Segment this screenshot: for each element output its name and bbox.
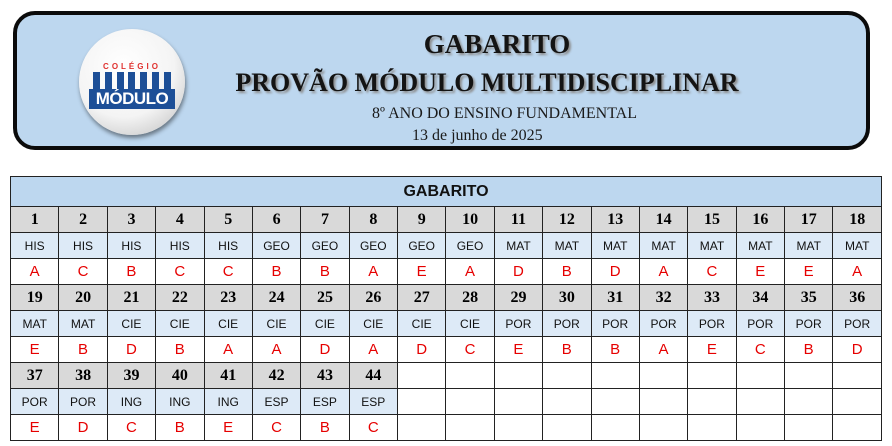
answer-letter: D (833, 337, 882, 363)
subject-code: MAT (591, 233, 639, 259)
answer-letter: A (11, 259, 59, 285)
question-number: 37 (11, 363, 59, 389)
answer-letter: D (591, 259, 639, 285)
answer-letter: E (785, 259, 833, 285)
question-number: 1 (11, 207, 59, 233)
question-number: 11 (494, 207, 542, 233)
question-number: 44 (349, 363, 397, 389)
subject-code: CIE (107, 311, 155, 337)
answer-letter: B (301, 259, 349, 285)
question-number: 15 (688, 207, 736, 233)
question-number: 36 (833, 285, 882, 311)
empty-cell (688, 389, 736, 415)
empty-cell (833, 389, 882, 415)
empty-cell (543, 415, 591, 441)
question-number: 20 (59, 285, 107, 311)
answer-letter: C (107, 415, 155, 441)
question-number: 16 (736, 207, 784, 233)
answer-letter: C (252, 415, 300, 441)
empty-cell (446, 415, 494, 441)
subject-code: MAT (688, 233, 736, 259)
question-number: 8 (349, 207, 397, 233)
subject-code: ING (156, 389, 204, 415)
empty-cell (398, 363, 446, 389)
empty-cell (591, 415, 639, 441)
subject-code: MAT (639, 233, 687, 259)
question-number: 13 (591, 207, 639, 233)
subject-code: CIE (446, 311, 494, 337)
empty-cell (688, 363, 736, 389)
empty-cell (398, 389, 446, 415)
empty-cell (736, 415, 784, 441)
question-number: 26 (349, 285, 397, 311)
subject-code: GEO (301, 233, 349, 259)
subject-code: MAT (494, 233, 542, 259)
question-number: 14 (639, 207, 687, 233)
subject-code: CIE (398, 311, 446, 337)
subject-code: HIS (156, 233, 204, 259)
question-number: 35 (785, 285, 833, 311)
empty-cell (494, 415, 542, 441)
question-number: 17 (785, 207, 833, 233)
answer-letter: C (736, 337, 784, 363)
answer-letter: E (688, 337, 736, 363)
answer-letter: B (59, 337, 107, 363)
subject-code: CIE (204, 311, 252, 337)
answer-letter: D (398, 337, 446, 363)
empty-cell (543, 363, 591, 389)
answer-letter: C (204, 259, 252, 285)
question-number: 4 (156, 207, 204, 233)
answer-letter: E (11, 337, 59, 363)
question-number: 30 (543, 285, 591, 311)
question-number: 10 (446, 207, 494, 233)
exam-date: 13 de junho de 2025 (412, 127, 543, 144)
table-row (11, 311, 882, 337)
question-number: 27 (398, 285, 446, 311)
subject-code: POR (639, 311, 687, 337)
answer-letter: E (736, 259, 784, 285)
subject-code: ING (204, 389, 252, 415)
grade-level: 8º ANO DO ENSINO FUNDAMENTAL (372, 105, 638, 122)
subject-code: GEO (349, 233, 397, 259)
question-number: 3 (107, 207, 155, 233)
table-row (11, 363, 882, 389)
subject-code: MAT (59, 311, 107, 337)
answer-letter: B (785, 337, 833, 363)
answer-letter: B (543, 337, 591, 363)
subject-code: MAT (736, 233, 784, 259)
subject-code: POR (11, 389, 59, 415)
question-number: 12 (543, 207, 591, 233)
empty-cell (543, 389, 591, 415)
question-number: 21 (107, 285, 155, 311)
question-number: 23 (204, 285, 252, 311)
logo-top-text: COLÉGIO (103, 62, 161, 71)
subject-code: GEO (398, 233, 446, 259)
question-number: 9 (398, 207, 446, 233)
answer-letter: B (591, 337, 639, 363)
answer-letter: A (349, 337, 397, 363)
subject-code: CIE (349, 311, 397, 337)
subject-code: POR (591, 311, 639, 337)
subject-code: POR (494, 311, 542, 337)
answer-letter: C (349, 415, 397, 441)
empty-cell (736, 363, 784, 389)
subject-code: CIE (301, 311, 349, 337)
table-row (11, 259, 882, 285)
subject-code: ESP (252, 389, 300, 415)
empty-cell (639, 389, 687, 415)
answer-letter: B (156, 415, 204, 441)
question-number: 40 (156, 363, 204, 389)
table-row (11, 415, 882, 441)
empty-cell (398, 415, 446, 441)
subject-code: MAT (785, 233, 833, 259)
subject-code: POR (688, 311, 736, 337)
question-number: 24 (252, 285, 300, 311)
empty-cell (494, 389, 542, 415)
empty-cell (446, 389, 494, 415)
answer-letter: C (446, 337, 494, 363)
empty-cell (639, 363, 687, 389)
subject-code: MAT (11, 311, 59, 337)
empty-cell (785, 389, 833, 415)
empty-cell (591, 363, 639, 389)
logo-name-text: MÓDULO (89, 89, 175, 109)
subject-code: POR (736, 311, 784, 337)
subject-code: ING (107, 389, 155, 415)
logo-bars-icon (93, 72, 171, 89)
question-number: 43 (301, 363, 349, 389)
empty-cell (833, 363, 882, 389)
answer-letter: D (59, 415, 107, 441)
answer-letter: C (59, 259, 107, 285)
question-number: 32 (639, 285, 687, 311)
page-title: GABARITO (423, 29, 571, 59)
answer-letter: A (833, 259, 882, 285)
answer-letter: C (156, 259, 204, 285)
answer-letter: E (11, 415, 59, 441)
answer-letter: D (107, 337, 155, 363)
subject-code: GEO (446, 233, 494, 259)
question-number: 31 (591, 285, 639, 311)
question-number: 18 (833, 207, 882, 233)
answer-letter: B (301, 415, 349, 441)
answer-letter: E (398, 259, 446, 285)
question-number: 29 (494, 285, 542, 311)
subject-code: POR (543, 311, 591, 337)
question-number: 33 (688, 285, 736, 311)
subject-code: CIE (252, 311, 300, 337)
answer-letter: A (349, 259, 397, 285)
subject-code: ESP (349, 389, 397, 415)
table-row (11, 285, 882, 311)
question-number: 22 (156, 285, 204, 311)
empty-cell (785, 363, 833, 389)
answer-letter: A (639, 337, 687, 363)
answer-letter: A (639, 259, 687, 285)
empty-cell (688, 415, 736, 441)
subject-code: POR (59, 389, 107, 415)
subject-code: HIS (204, 233, 252, 259)
subject-code: ESP (301, 389, 349, 415)
subject-code: GEO (252, 233, 300, 259)
answer-key-table (10, 176, 882, 441)
answer-letter: A (252, 337, 300, 363)
subject-code: MAT (833, 233, 882, 259)
answer-letter: B (107, 259, 155, 285)
question-number: 25 (301, 285, 349, 311)
question-number: 34 (736, 285, 784, 311)
question-number: 28 (446, 285, 494, 311)
empty-cell (591, 389, 639, 415)
answer-letter: B (156, 337, 204, 363)
subject-code: HIS (11, 233, 59, 259)
answer-letter: B (543, 259, 591, 285)
answer-letter: D (494, 259, 542, 285)
table-row (11, 207, 882, 233)
subject-code: POR (785, 311, 833, 337)
exam-title: PROVÃO MÓDULO MULTIDISCIPLINAR (235, 68, 739, 97)
empty-cell (785, 415, 833, 441)
answer-letter: B (252, 259, 300, 285)
question-number: 39 (107, 363, 155, 389)
answer-letter: E (204, 415, 252, 441)
table-title: GABARITO (11, 177, 882, 207)
question-number: 5 (204, 207, 252, 233)
table-row (11, 337, 882, 363)
empty-cell (736, 389, 784, 415)
empty-cell (494, 363, 542, 389)
subject-code: HIS (59, 233, 107, 259)
table-row (11, 389, 882, 415)
header-banner (13, 11, 870, 150)
answer-letter: C (688, 259, 736, 285)
answer-letter: D (301, 337, 349, 363)
empty-cell (639, 415, 687, 441)
question-number: 7 (301, 207, 349, 233)
answer-letter: A (446, 259, 494, 285)
question-number: 38 (59, 363, 107, 389)
subject-code: POR (833, 311, 882, 337)
question-number: 2 (59, 207, 107, 233)
subject-code: HIS (107, 233, 155, 259)
question-number: 42 (252, 363, 300, 389)
table-row (11, 233, 882, 259)
question-number: 6 (252, 207, 300, 233)
answer-letter: E (494, 337, 542, 363)
subject-code: MAT (543, 233, 591, 259)
empty-cell (833, 415, 882, 441)
question-number: 41 (204, 363, 252, 389)
empty-cell (446, 363, 494, 389)
answer-letter: A (204, 337, 252, 363)
subject-code: CIE (156, 311, 204, 337)
question-number: 19 (11, 285, 59, 311)
